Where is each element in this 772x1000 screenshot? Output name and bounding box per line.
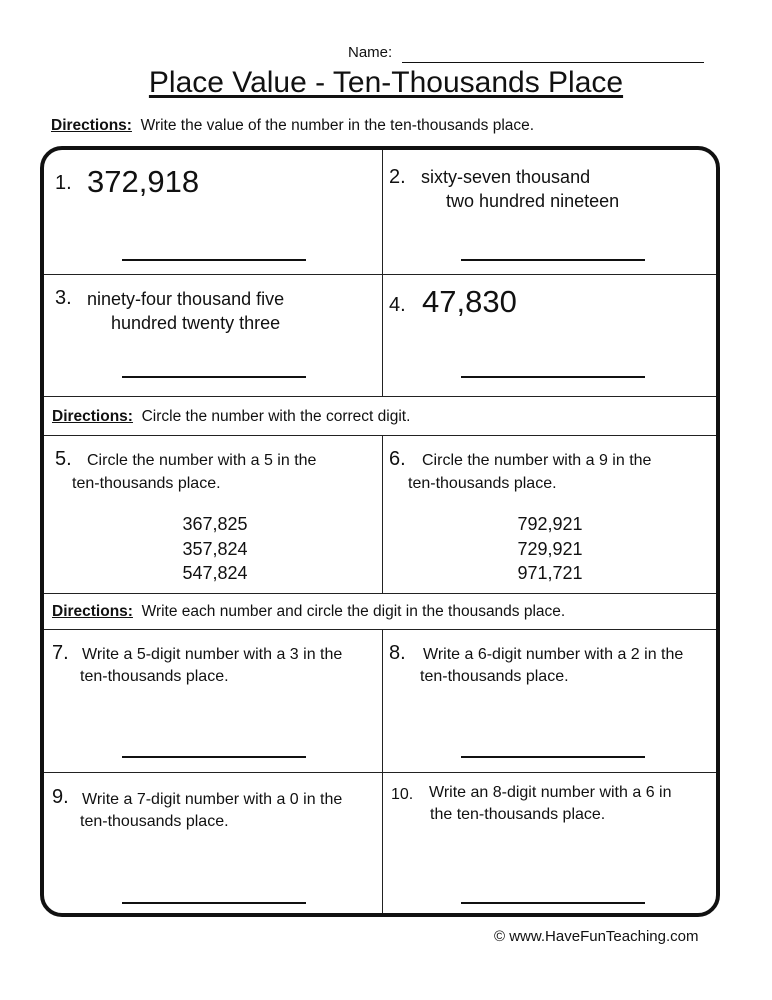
problem-8-line2: ten-thousands place. bbox=[420, 668, 569, 685]
choice-option[interactable]: 971,721 bbox=[517, 563, 583, 583]
divider-vertical-bottom bbox=[382, 629, 383, 913]
directions-label: Directions: bbox=[51, 117, 132, 134]
problem-9-answer-line[interactable] bbox=[122, 902, 306, 904]
problem-1-answer-line[interactable] bbox=[122, 259, 306, 261]
divider-directions3-top bbox=[44, 593, 716, 594]
choice-option[interactable]: 547,824 bbox=[182, 563, 248, 583]
divider-directions2-bottom bbox=[44, 435, 716, 436]
page-title: Place Value - Ten-Thousands Place bbox=[148, 66, 624, 99]
problem-6-number: 6. bbox=[389, 448, 406, 470]
problem-2-line2: two hundred nineteen bbox=[446, 191, 620, 211]
problem-6-line2: ten-thousands place. bbox=[408, 475, 557, 492]
problem-7-number: 7. bbox=[52, 642, 69, 664]
problem-2-line1: sixty-seven thousand bbox=[421, 167, 591, 187]
problem-3-line2: hundred twenty three bbox=[111, 313, 281, 333]
directions-2 bbox=[52, 408, 410, 426]
problem-9-number: 9. bbox=[52, 786, 69, 808]
divider-vertical-mid bbox=[382, 435, 383, 593]
problem-4-number: 4. bbox=[389, 294, 406, 316]
problem-8-answer-line[interactable] bbox=[461, 756, 645, 758]
problem-1-number: 1. bbox=[55, 172, 72, 194]
divider-row1 bbox=[44, 274, 716, 275]
problem-3-answer-line[interactable] bbox=[122, 376, 306, 378]
name-label: Name: bbox=[348, 44, 393, 61]
problem-4-value: 47,830 bbox=[422, 284, 517, 319]
problem-7-line1: Write a 5-digit number with a 3 in the bbox=[82, 646, 343, 663]
problem-4-answer-line[interactable] bbox=[461, 376, 645, 378]
problem-2-number: 2. bbox=[389, 166, 406, 188]
problem-5-number: 5. bbox=[55, 448, 72, 470]
divider-row5 bbox=[44, 772, 716, 773]
problem-10-number: 10. bbox=[391, 786, 414, 803]
divider-directions3-bottom bbox=[44, 629, 716, 630]
choice-option[interactable]: 729,921 bbox=[517, 538, 583, 559]
choice-option[interactable]: 367,825 bbox=[182, 514, 248, 534]
divider-directions2-top bbox=[44, 396, 716, 397]
problem-6-choices bbox=[490, 512, 610, 586]
directions-label: Directions: bbox=[52, 603, 133, 620]
problem-1-value: 372,918 bbox=[87, 164, 200, 199]
problem-5-choices bbox=[155, 512, 275, 586]
problem-3-number: 3. bbox=[55, 287, 72, 309]
problem-10-line1: Write an 8-digit number with a 6 in bbox=[429, 784, 672, 801]
problem-10-line2: the ten-thousands place. bbox=[430, 806, 606, 823]
directions-text: Write each number and circle the digit in the thousands place. bbox=[141, 603, 566, 620]
problem-5-line2: ten-thousands place. bbox=[72, 475, 221, 492]
problem-9-line1: Write a 7-digit number with a 0 in the bbox=[82, 791, 343, 808]
directions-text: Write the value of the number in the ten-thousands place. bbox=[140, 117, 535, 134]
problem-7-answer-line[interactable] bbox=[122, 756, 306, 758]
problem-6-line1: Circle the number with a 9 in the bbox=[422, 452, 652, 469]
problem-3-line1: ninety-four thousand five bbox=[87, 289, 285, 309]
choice-option[interactable]: 357,824 bbox=[182, 538, 248, 559]
copyright-footer: © www.HaveFunTeaching.com bbox=[494, 928, 699, 945]
problem-5-line1: Circle the number with a 5 in the bbox=[87, 452, 317, 469]
name-input-line[interactable] bbox=[402, 62, 704, 63]
problem-2-answer-line[interactable] bbox=[461, 259, 645, 261]
directions-label: Directions: bbox=[52, 408, 133, 425]
problem-7-line2: ten-thousands place. bbox=[80, 668, 229, 685]
directions-3 bbox=[52, 603, 565, 621]
choice-option[interactable]: 792,921 bbox=[517, 514, 583, 534]
problem-9-line2: ten-thousands place. bbox=[80, 813, 229, 830]
problem-8-line1: Write a 6-digit number with a 2 in the bbox=[423, 646, 684, 663]
divider-vertical-top bbox=[382, 150, 383, 396]
directions-1 bbox=[51, 117, 534, 135]
problem-8-number: 8. bbox=[389, 642, 406, 664]
directions-text: Circle the number with the correct digit. bbox=[141, 408, 411, 425]
problem-10-answer-line[interactable] bbox=[461, 902, 645, 904]
